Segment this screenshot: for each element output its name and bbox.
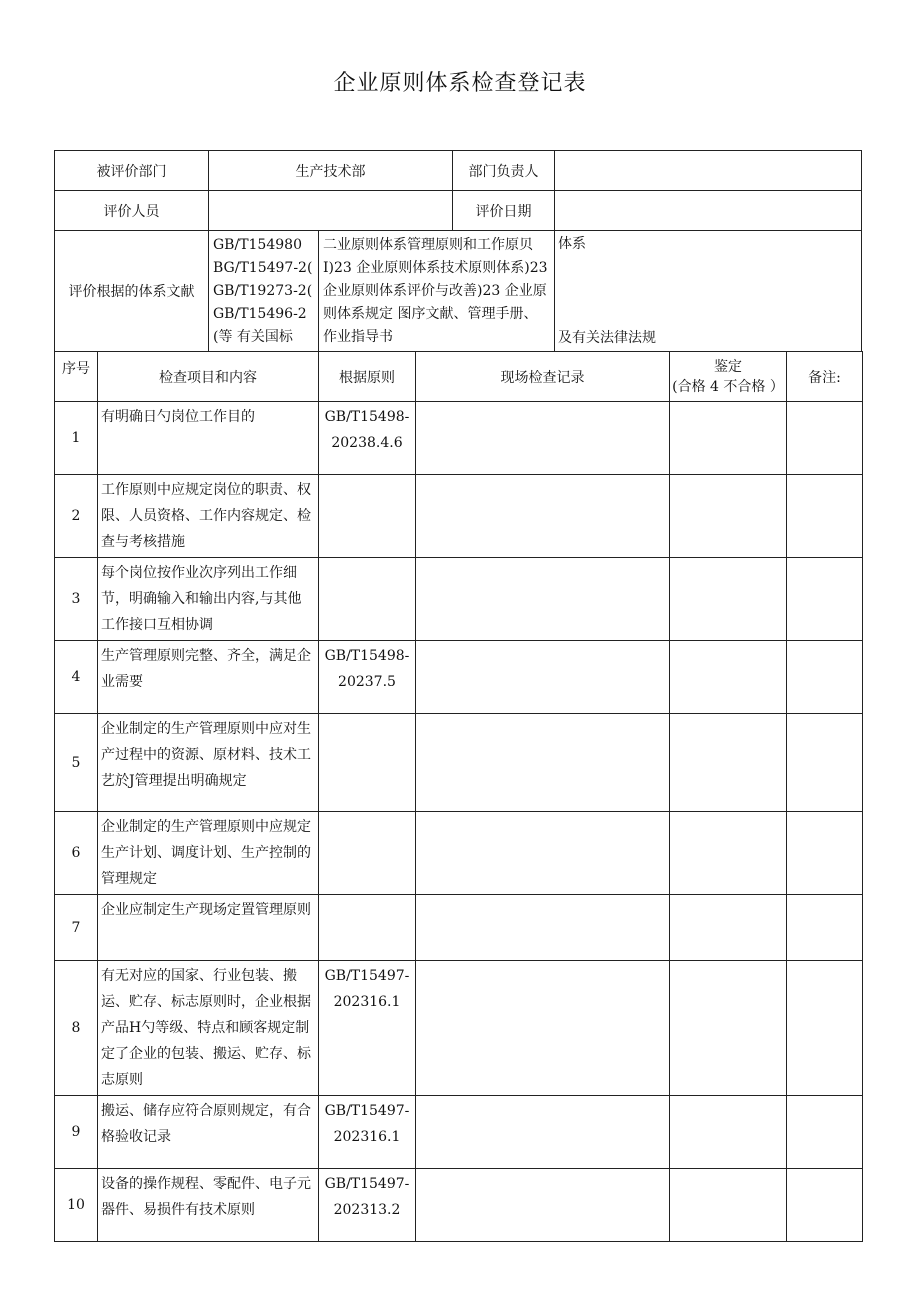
row-judge[interactable] bbox=[670, 1169, 787, 1242]
row-remark[interactable] bbox=[787, 402, 863, 475]
row-judge[interactable] bbox=[670, 961, 787, 1096]
basis-extra-top: 体系 bbox=[558, 236, 586, 252]
row-item: 生产管理原则完整、齐全，满足企业需要 bbox=[98, 641, 319, 714]
row-record[interactable] bbox=[416, 1096, 670, 1169]
basis-label: 评价根据的体系文献 bbox=[54, 230, 209, 352]
row-remark[interactable] bbox=[787, 895, 863, 961]
row-item: 设备的操作规程、零配件、电子元器件、易损件有技术原则 bbox=[98, 1169, 319, 1242]
table-row bbox=[55, 1169, 863, 1242]
dept-label: 被评价部门 bbox=[54, 150, 209, 191]
table-row bbox=[55, 558, 863, 641]
row-basis bbox=[319, 714, 416, 812]
table-row bbox=[55, 714, 863, 812]
basis-extra-bottom: 及有关法律法规 bbox=[558, 330, 656, 346]
col-no-header: 序号 bbox=[55, 352, 98, 402]
row-record[interactable] bbox=[416, 558, 670, 641]
row-record[interactable] bbox=[416, 475, 670, 558]
row-record[interactable] bbox=[416, 714, 670, 812]
row-judge[interactable] bbox=[670, 895, 787, 961]
row-record[interactable] bbox=[416, 402, 670, 475]
table-row bbox=[55, 1096, 863, 1169]
row-judge[interactable] bbox=[670, 714, 787, 812]
row-item: 每个岗位按作业次序列出工作细节，明确输入和输出内容,与其他工作接口互相协调 bbox=[98, 558, 319, 641]
header-info-block bbox=[54, 150, 862, 352]
judge-title: 鉴定 bbox=[714, 358, 742, 375]
row-no: 8 bbox=[55, 961, 98, 1096]
row-no: 3 bbox=[55, 558, 98, 641]
table-row bbox=[55, 812, 863, 895]
evaluator-label: 评价人员 bbox=[54, 190, 209, 231]
table-row bbox=[55, 961, 863, 1096]
basis-standards: GB/T154980 BG/T15497-2( GB/T19273-2( GB/T15496-2(等 有关国标 bbox=[208, 230, 319, 352]
col-remark-header: 备注: bbox=[787, 352, 863, 402]
row-no: 2 bbox=[55, 475, 98, 558]
row-basis: GB/T15498- 20238.4.6 bbox=[319, 402, 416, 475]
row-item: 企业应制定生产现场定置管理原则 bbox=[98, 895, 319, 961]
row-record[interactable] bbox=[416, 895, 670, 961]
row-basis: GB/T15497- 202313.2 bbox=[319, 1169, 416, 1242]
row-judge[interactable] bbox=[670, 641, 787, 714]
eval-date-label: 评价日期 bbox=[452, 190, 555, 231]
row-record[interactable] bbox=[416, 641, 670, 714]
col-item-header: 检查项目和内容 bbox=[98, 352, 319, 402]
table-row bbox=[55, 475, 863, 558]
dept-head-value[interactable] bbox=[554, 150, 862, 191]
basis-extra bbox=[554, 230, 862, 352]
row-no: 1 bbox=[55, 402, 98, 475]
row-item: 搬运、储存应符合原则规定，有合格验收记录 bbox=[98, 1096, 319, 1169]
row-remark[interactable] bbox=[787, 714, 863, 812]
row-item: 企业制定的生产管理原则中应对生产过程中的资源、原材料、技术工艺於J管理提出明确规定 bbox=[98, 714, 319, 812]
judge-subtitle: (合格 4 不合格 ） bbox=[672, 378, 784, 395]
row-no: 5 bbox=[55, 714, 98, 812]
row-basis: GB/T15497- 202316.1 bbox=[319, 1096, 416, 1169]
row-item: 有明确日勺岗位工作目的 bbox=[98, 402, 319, 475]
row-remark[interactable] bbox=[787, 812, 863, 895]
row-remark[interactable] bbox=[787, 558, 863, 641]
row-no: 6 bbox=[55, 812, 98, 895]
table-header-row bbox=[55, 352, 863, 402]
dept-value[interactable]: 生产技术部 bbox=[208, 150, 453, 191]
eval-date-value[interactable] bbox=[554, 190, 862, 231]
row-no: 10 bbox=[55, 1169, 98, 1242]
row-judge[interactable] bbox=[670, 402, 787, 475]
page-title: 企业原则体系检查登记表 bbox=[333, 71, 587, 96]
inspection-table bbox=[54, 351, 863, 1242]
row-item: 企业制定的生产管理原则中应规定生产计划、调度计划、生产控制的管理规定 bbox=[98, 812, 319, 895]
row-judge[interactable] bbox=[670, 558, 787, 641]
row-no: 4 bbox=[55, 641, 98, 714]
row-judge[interactable] bbox=[670, 475, 787, 558]
row-remark[interactable] bbox=[787, 641, 863, 714]
table-row bbox=[55, 895, 863, 961]
col-basis-header: 根据原则 bbox=[319, 352, 416, 402]
row-remark[interactable] bbox=[787, 1096, 863, 1169]
row-record[interactable] bbox=[416, 812, 670, 895]
table-row bbox=[55, 641, 863, 714]
basis-description: 二业原则体系管理原则和工作原贝I)23 企业原则体系技术原则体系)23 企业原则体系评价与改善)23 企业原则体系规定 图序文献、管理手册、作业指导书 bbox=[318, 230, 555, 352]
row-judge[interactable] bbox=[670, 812, 787, 895]
col-judge-header bbox=[670, 352, 787, 402]
row-item: 工作原则中应规定岗位的职责、权限、人员资格、工作内容规定、检查与考核措施 bbox=[98, 475, 319, 558]
evaluator-value[interactable] bbox=[208, 190, 453, 231]
dept-head-label: 部门负责人 bbox=[452, 150, 555, 191]
row-basis: GB/T15498- 20237.5 bbox=[319, 641, 416, 714]
table-row bbox=[55, 402, 863, 475]
row-basis: GB/T15497- 202316.1 bbox=[319, 961, 416, 1096]
col-record-header: 现场检查记录 bbox=[416, 352, 670, 402]
row-record[interactable] bbox=[416, 1169, 670, 1242]
row-remark[interactable] bbox=[787, 475, 863, 558]
row-basis bbox=[319, 475, 416, 558]
row-item: 有无对应的国家、行业包装、搬运、贮存、标志原则时，企业根据产品H勺等级、特点和顾客规定制定了企业的包装、搬运、贮存、标志原则 bbox=[98, 961, 319, 1096]
row-basis bbox=[319, 558, 416, 641]
row-record[interactable] bbox=[416, 961, 670, 1096]
row-remark[interactable] bbox=[787, 1169, 863, 1242]
row-remark[interactable] bbox=[787, 961, 863, 1096]
row-judge[interactable] bbox=[670, 1096, 787, 1169]
row-no: 7 bbox=[55, 895, 98, 961]
row-no: 9 bbox=[55, 1096, 98, 1169]
row-basis bbox=[319, 895, 416, 961]
row-basis bbox=[319, 812, 416, 895]
